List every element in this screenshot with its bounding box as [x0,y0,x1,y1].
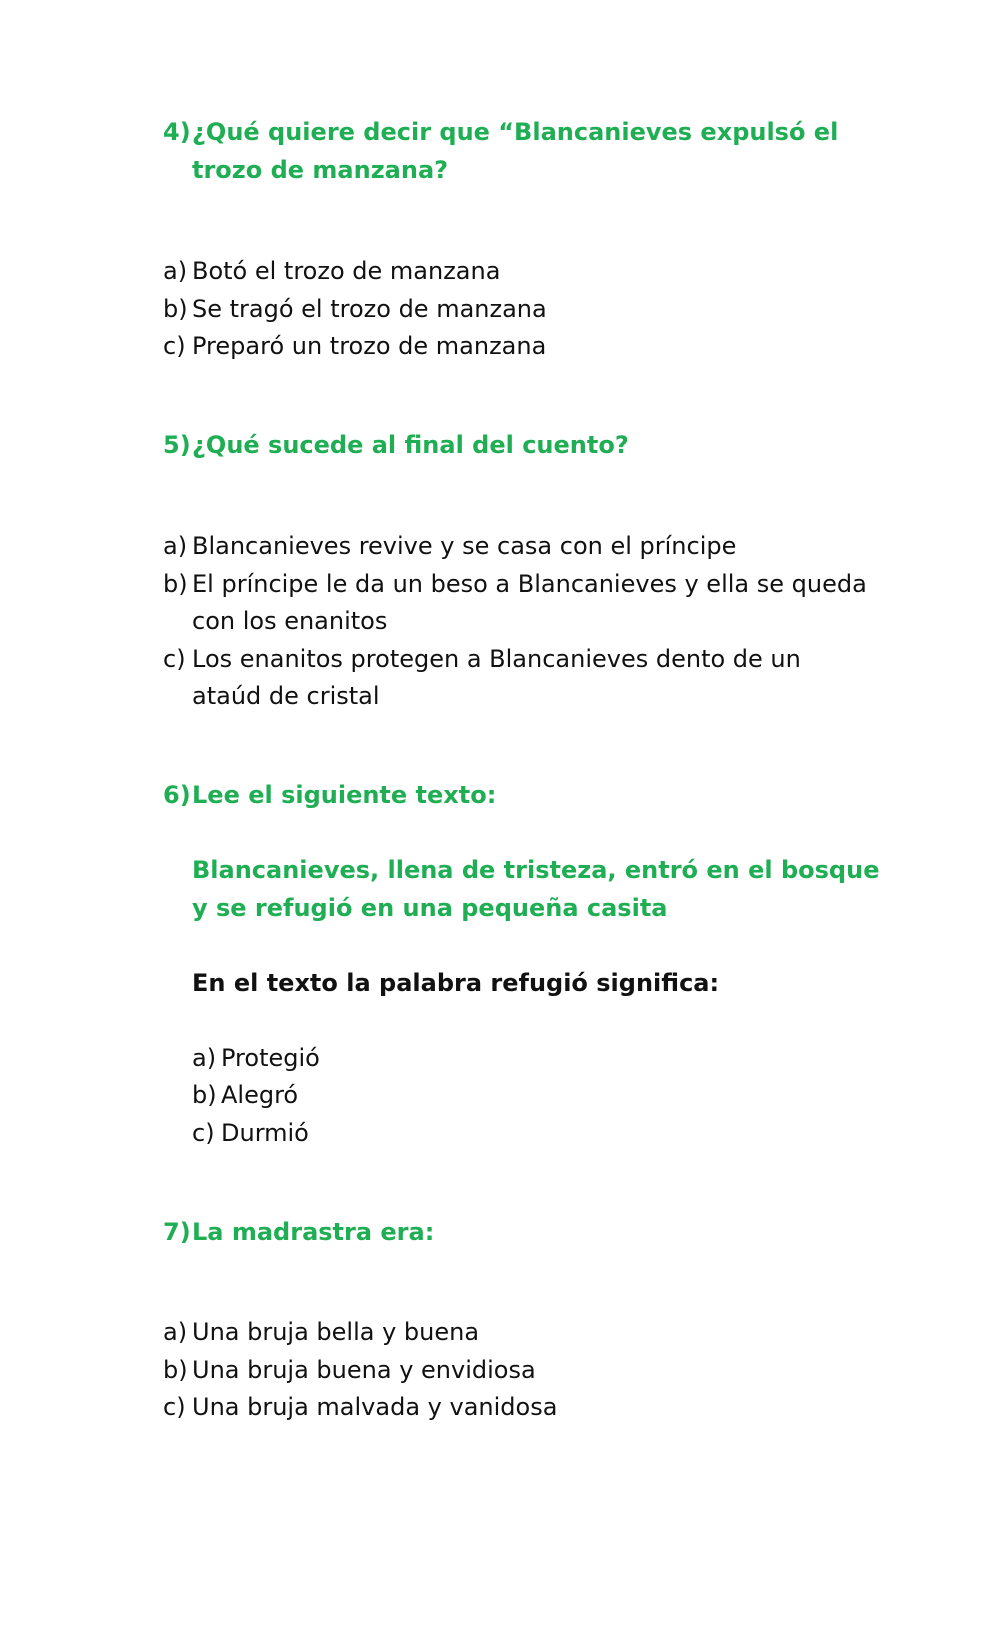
q7-option-c[interactable] [163,1388,557,1427]
q6-option-b[interactable] [192,1076,298,1115]
option-letter: b) [163,570,188,598]
option-letter: c) [163,332,186,360]
option-text: Blancanieves revive y se casa con el príncipe [192,532,737,560]
question-text: ¿Qué quiere decir que “Blancanieves expulsó el [192,118,839,146]
q7-option-a[interactable] [163,1313,479,1352]
passage-text: y se refugió en una pequeña casita [192,894,668,922]
option-letter: b) [163,295,188,323]
question-4-continued [192,151,448,190]
option-text: Preparó un trozo de manzana [192,332,547,360]
q5-option-b-continued [192,602,387,641]
option-text: con los enanitos [192,607,388,635]
option-letter: a) [192,1044,217,1072]
question-text: Lee el siguiente texto: [192,781,497,809]
q4-option-b[interactable] [163,290,547,329]
question-number: 4) [163,118,191,146]
option-text: Los enanitos protegen a Blancanieves dento de un [192,645,801,673]
q4-option-c[interactable] [163,327,546,366]
question-7 [163,1213,434,1252]
option-letter: c) [163,645,186,673]
option-text: Protegió [221,1044,320,1072]
question-text: ¿Qué sucede al final del cuento? [192,431,629,459]
question-6 [163,776,496,815]
option-text: Durmió [221,1119,309,1147]
q4-option-a[interactable] [163,252,500,291]
question-6-prompt [192,964,719,1003]
question-number: 5) [163,431,191,459]
question-text: trozo de manzana? [192,156,449,184]
question-number: 7) [163,1218,191,1246]
q5-option-a[interactable] [163,527,736,566]
question-number: 6) [163,781,191,809]
passage-text: Blancanieves, llena de tristeza, entró en el bosque [192,856,880,884]
q5-option-b[interactable] [163,565,867,604]
option-letter: a) [163,1318,188,1346]
option-letter: c) [192,1119,215,1147]
option-text: Se tragó el trozo de manzana [192,295,547,323]
option-text: ataúd de cristal [192,682,380,710]
option-text: Una bruja malvada y vanidosa [192,1393,558,1421]
option-letter: b) [192,1081,217,1109]
option-text: Una bruja buena y envidiosa [192,1356,536,1384]
question-5 [163,426,629,465]
option-text: Botó el trozo de manzana [192,257,501,285]
option-text: Una bruja bella y buena [192,1318,480,1346]
option-letter: c) [163,1393,186,1421]
q7-option-b[interactable] [163,1351,536,1390]
prompt-text: En el texto la palabra refugió significa: [192,969,720,997]
reading-passage-line-2 [192,889,668,928]
reading-passage-line-1 [192,851,879,890]
question-4 [163,113,838,152]
option-letter: a) [163,532,188,560]
option-text: El príncipe le da un beso a Blancanieves y ella se queda [192,570,867,598]
option-text: Alegró [221,1081,299,1109]
option-letter: b) [163,1356,188,1384]
option-letter: a) [163,257,188,285]
q5-option-c[interactable] [163,640,801,679]
q6-option-a[interactable] [192,1039,320,1078]
q6-option-c[interactable] [192,1114,309,1153]
q5-option-c-continued [192,677,380,716]
question-text: La madrastra era: [192,1218,435,1246]
